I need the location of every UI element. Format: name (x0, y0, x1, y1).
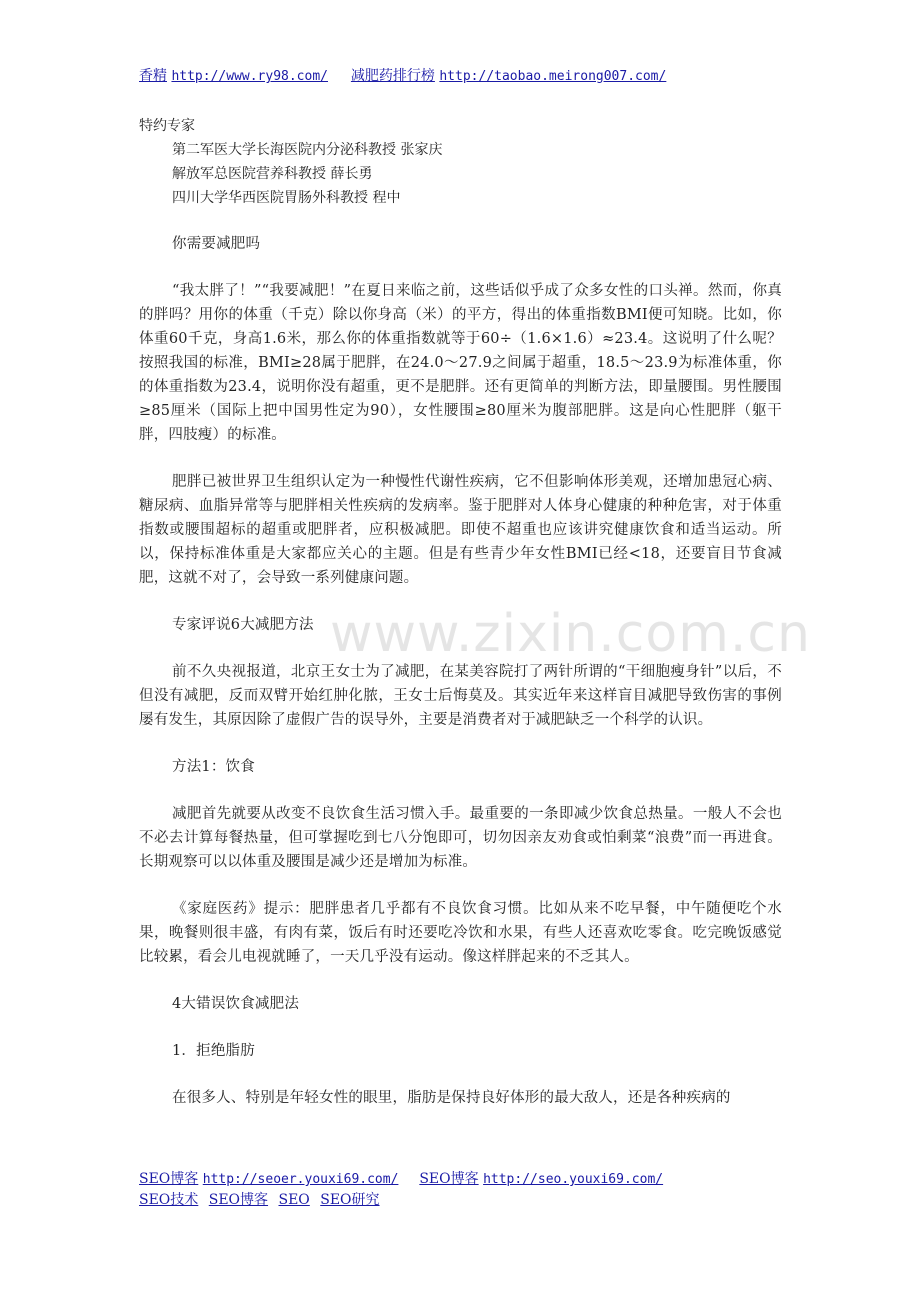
header-link-fragrance-url[interactable]: http://www.ry98.com/ (171, 69, 328, 84)
sponsor-title: 特约专家 (139, 118, 195, 134)
footer-line-1 (139, 1169, 663, 1190)
footer-line-2 (139, 1190, 663, 1211)
footer-link-seo-blog-2[interactable]: SEO博客 (419, 1171, 479, 1187)
footer-link-seo-blog[interactable]: SEO博客 (139, 1171, 199, 1187)
expert-line: 解放军总医院营养科教授 薛长勇 (172, 166, 373, 182)
paragraph: 前不久央视报道，北京王女士为了减肥，在某美容院打了两针所谓的“干细胞瘦身针”以后，不但没有减肥，反而双臂开始红肿化脓，王女士后悔莫及。其实近年来这样盲目减肥导致伤害的事例屡有发生，其原因除了虚假广告的误导外，主要是消费者对于减肥缺乏一个科学的认识。 (139, 664, 782, 728)
footer-link-seo-blog-url[interactable]: http://seoer.youxi69.com/ (202, 1172, 399, 1187)
header-link-diet-ranking-url[interactable]: http://taobao.meirong007.com/ (439, 69, 667, 84)
watermark: www.zixin.com.cn (330, 604, 811, 664)
paragraph: “我太胖了！”“我要减肥！”在夏日来临之前，这些话似乎成了众多女性的口头禅。然而，你真的胖吗？用你的体重（千克）除以你身高（米）的平方，得出的体重指数BMI便可知晓。比如，你体重60千克，身高1.6米，那么你的体重指数就等于60÷（1.6×1.6）≈23.4。这说明了什么呢？按照我国的标准，BMI≥28属于肥胖，在24.0～27.9之间属于超重，18.5～23.9为标准体重，你的体重指数为23.4，说明你没有超重，更不是肥胖。还有更简单的判断方法，即量腰围。男性腰围≥85厘米（国际上把中国男性定为90），女性腰围≥80厘米为腹部肥胖。这是向心性肥胖（躯干胖，四肢瘦）的标准。 (139, 283, 782, 443)
paragraph: 减肥首先就要从改变不良饮食生活习惯入手。最重要的一条即减少饮食总热量。一般人不会也不必去计算每餐热量，但可掌握吃到七八分饱即可，切勿因亲友劝食或怕剩菜“浪费”而一再进食。长期观察可以以体重及腰围是减少还是增加为标准。 (139, 806, 782, 870)
article-body (139, 232, 782, 1133)
paragraph: 肥胖已被世界卫生组织认定为一种慢性代谢性疾病，它不但影响体形美观，还增加患冠心病、糖尿病、血脂异常等与肥胖相关性疾病的发病率。鉴于肥胖对人体身心健康的种种危害，对于体重指数或腰围超标的超重或肥胖者，应积极减肥。即使不超重也应该讲究健康饮食和适当运动。所以，保持标准体重是大家都应关心的主题。但是有些青少年女性BMI已经<18，还要盲目节食减肥，这就不对了，会导致一系列健康问题。 (139, 474, 782, 586)
header-link-fragrance[interactable]: 香精 (139, 68, 167, 84)
footer-link-seo-blog-3[interactable]: SEO博客 (208, 1192, 269, 1208)
footer-link-seo[interactable]: SEO (278, 1192, 310, 1208)
footer-links (139, 1169, 663, 1211)
footer-link-seo-tech[interactable]: SEO技术 (139, 1192, 199, 1208)
sponsor-experts (139, 114, 442, 210)
section-heading: 专家评说6大减肥方法 (172, 617, 314, 633)
header-link-diet-ranking[interactable]: 减肥药排行榜 (350, 68, 435, 84)
footer-link-seo-research[interactable]: SEO研究 (320, 1192, 380, 1208)
section-heading: 4大错误饮食减肥法 (172, 996, 300, 1012)
header-links (139, 66, 666, 87)
paragraph: 在很多人、特别是年轻女性的眼里，脂肪是保持良好体形的最大敌人，还是各种疾病的 (172, 1090, 731, 1106)
expert-line: 四川大学华西医院胃肠外科教授 程中 (172, 190, 401, 206)
section-heading: 你需要减肥吗 (172, 236, 261, 252)
footer-link-seo-blog-2-url[interactable]: http://seo.youxi69.com/ (483, 1172, 664, 1187)
expert-line: 第二军医大学长海医院内分泌科教授 张家庆 (172, 142, 443, 158)
paragraph: 《家庭医药》提示：肥胖患者几乎都有不良饮食习惯。比如从来不吃早餐，中午随便吃个水果，晚餐则很丰盛，有肉有菜，饭后有时还要吃冷饮和水果，有些人还喜欢吃零食。吃完晚饭感觉比较累，看会儿电视就睡了，一天几乎没有运动。像这样胖起来的不乏其人。 (139, 901, 782, 965)
section-heading: 方法1：饮食 (172, 759, 255, 775)
section-heading: 1．拒绝脂肪 (172, 1043, 255, 1059)
